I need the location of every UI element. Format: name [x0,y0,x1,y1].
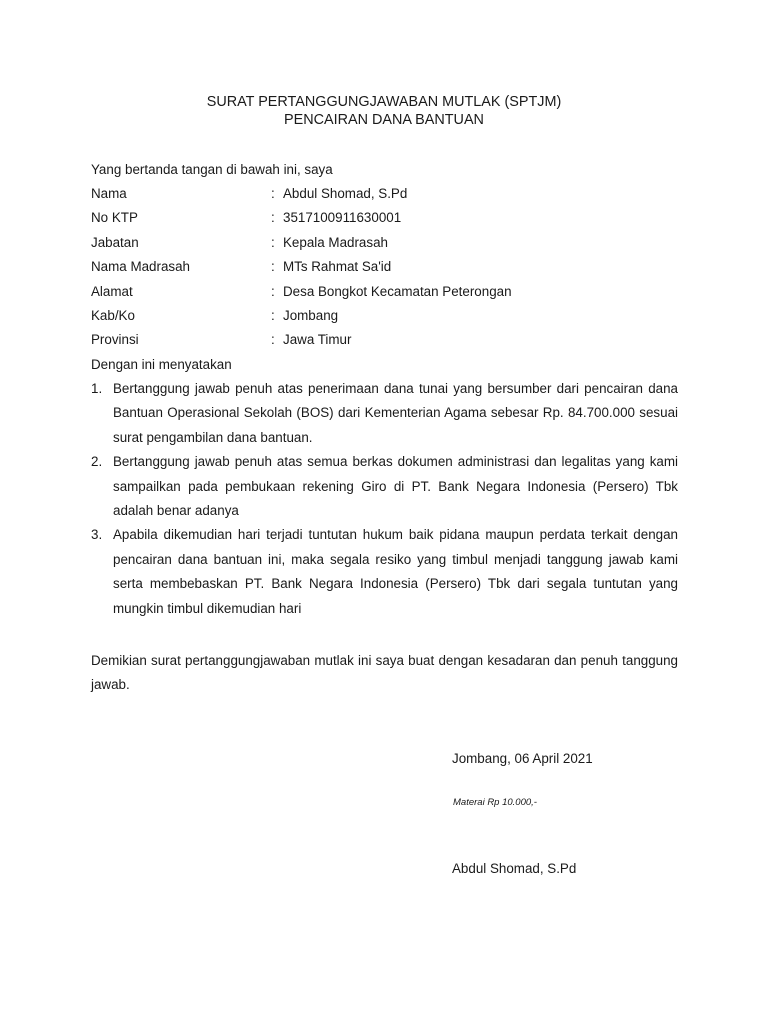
statement-number: 2. [91,454,103,470]
field-row-alamat [91,280,691,304]
document-subtitle: PENCAIRAN DANA BANTUAN [284,112,484,128]
field-row-provinsi [91,328,691,352]
field-colon: : [271,234,275,250]
statement-item [91,523,678,621]
field-colon: : [271,210,275,226]
field-label: Jabatan [91,234,139,250]
field-label: Nama [91,186,127,201]
place-date: Jombang, 06 April 2021 [452,751,593,766]
signer-name: Abdul Shomad, S.Pd [452,861,577,876]
field-value: Desa Bongkot Kecamatan Peterongan [283,283,512,299]
declaration-heading: Dengan ini menyatakan [91,357,232,372]
materai-stamp-note: Materai Rp 10.000,- [453,797,537,808]
field-value: Jombang [283,307,339,323]
statement-number: 1. [91,381,103,396]
field-label: No KTP [91,210,138,226]
intro-text: Yang bertanda tangan di bawah ini, saya [91,162,333,177]
statement-item [91,450,678,523]
document-title: SURAT PERTANGGUNGJAWABAN MUTLAK (SPTJM) [206,94,562,110]
field-colon: : [271,307,275,323]
field-row-nama [91,182,691,206]
field-value: MTs Rahmat Sa'id [283,259,392,275]
field-label: Provinsi [91,332,139,348]
field-row-madrasah [91,255,691,279]
statement-text: Bertanggung jawab penuh atas penerimaan dana tunai yang bersumber dari pencairan dana Bantuan Operasional Sekolah (BOS) dari Kementerian Agama sebesar Rp. 84.700.000 sesuai surat pengambilan dana bantuan. [113,381,678,445]
statement-text: Apabila dikemudian hari terjadi tuntutan hukum baik pidana maupun perdata terkait dengan pencairan dana bantuan ini, maka segala resiko yang timbul menjadi tanggung jawab kami serta membebaskan PT. Bank Negara Indonesia (Persero) Tbk dari segala tuntutan yang mungkin timbul dikemudian hari [113,527,678,616]
closing-paragraph: Demikian surat pertanggungjawaban mutlak ini saya buat dengan kesadaran dan penuh tanggung jawab. [91,653,678,693]
statement-item [91,377,678,450]
field-label: Nama Madrasah [91,259,190,275]
field-colon: : [271,259,275,275]
field-colon: : [271,283,275,299]
statement-number: 3. [91,527,103,543]
field-value: Jawa Timur [283,332,352,348]
field-value: Abdul Shomad, S.Pd [283,186,408,201]
field-label: Alamat [91,283,133,299]
field-row-jabatan [91,231,691,255]
statement-list [91,377,678,621]
identity-fields [91,182,691,353]
field-value: 3517100911630001 [283,210,402,226]
field-row-kabko [91,304,691,328]
field-row-ktp [91,206,691,230]
field-value: Kepala Madrasah [283,234,388,250]
field-label: Kab/Ko [91,307,135,323]
statement-text: Bertanggung jawab penuh atas semua berkas dokumen administrasi dan legalitas yang kami sampailkan pada pembukaan rekening Giro di PT. Bank Negara Indonesia (Persero) Tbk adalah benar adanya [113,454,678,519]
field-colon: : [271,332,275,348]
field-colon: : [271,186,275,201]
